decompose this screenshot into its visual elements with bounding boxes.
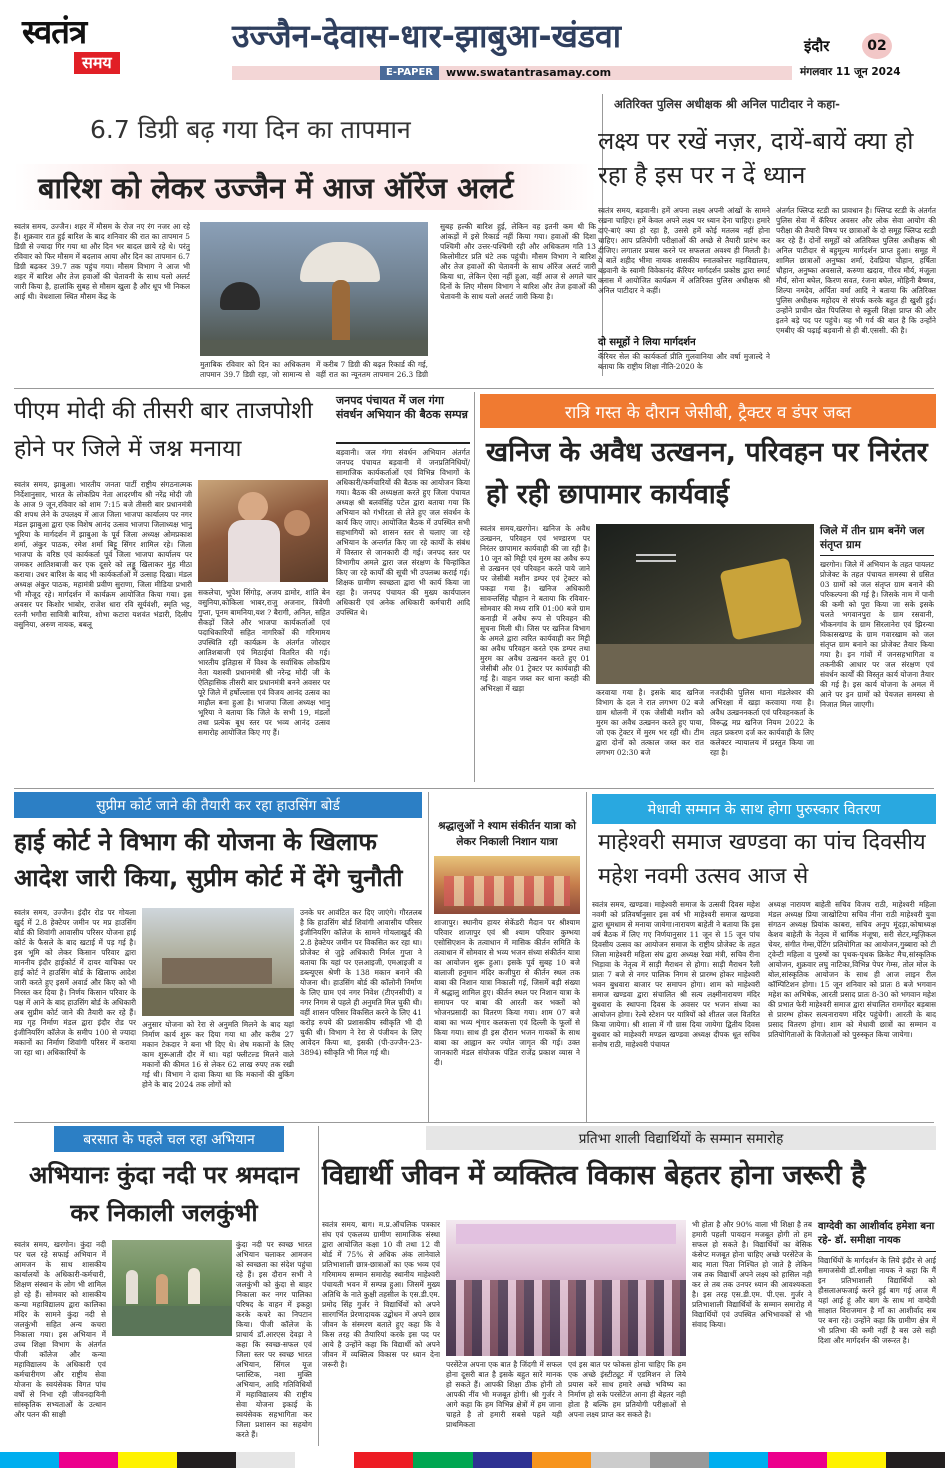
print-color-bar <box>0 1452 945 1468</box>
kunda-banner: बरसात के पहले चल रहा अभियान <box>83 1131 255 1148</box>
color-swatch <box>59 1452 118 1468</box>
mining-col-2: करवाया गया है। इसके बाद खनिज विभाग के दल ने रात लगभग 02 बजे ग्राम धोलनी में एक जेसीबी मशीन को मुरम का अवैध उत्खनन करते हुए पाया, जो एक ट्रेक्टर में मुरम भर रही थी। टीम द्वारा दोनों को तत्काल जब्त कर रात लगभग 02:30 बजे <box>596 688 704 757</box>
students-banner-bar <box>426 1126 936 1150</box>
weather-col-2: मुताबिक रविवार को दिन का अधिकतम तापमान 39.7 डिग्री रहा, जो सामान्य से <box>200 360 310 379</box>
mining-box-title: जिले में तीन ग्राम बनेंगे जल संतृप्त ग्राम <box>820 524 934 556</box>
students-box <box>818 1220 936 1446</box>
mining-col-3: नजदीकी पुलिस थाना मंडलेश्वर की अभिरक्षा में खड़ा करवाया गया है। अवैध उत्खननकर्ता एवं परिवहनकर्ता के विरूद्ध मप्र खनिज नियम 2022 के तहत प्रकरण दर्ज कर कार्यवाही के लिए कलेक्टर न्यायालय में प्रस्तुत किया जा रहा है। <box>710 688 814 757</box>
color-swatch <box>532 1452 591 1468</box>
page-number: 02 <box>862 33 892 59</box>
color-swatch <box>709 1452 768 1468</box>
housing-headline: हाई कोर्ट ने विभाग की योजना के खिलाफ आदेश जारी किया, सुप्रीम कोर्ट में देंगे चुनौती <box>14 828 403 892</box>
weather-headline: बारिश को लेकर उज्जैन में आज ऑरेंज अलर्ट <box>38 171 514 205</box>
mining-kicker: रात्रि गस्त के दौरान जेसीबी, ट्रैक्टर व डंपर जब्त <box>564 402 852 423</box>
students-col-4: भी होता है और 90% वाला भी शिक्षा है तब हमारी पहली पायदान मजबूत होगी तो हम सफल हो सकते है। विद्यार्थियों का बेसिक कंसेप्ट मजबूत होना चाहिए अच्छे परसेंटेज के बाद माता पिता निश्चित हो जाते है लेकिन जब तक विद्यार्थी अपने लक्ष्य को हासिल नही कर ले तब तक उनपर ध्यान की आवश्यकता है। इस तरह एस.डी.एम. पी.एस. गुर्जर ने प्रतिभाशाली विद्यार्थियों के सम्मान समारोह में विद्यार्थियों एवं उपस्थित अभिभावकों से भी संवाद किया। <box>692 1220 812 1329</box>
weather-col-1: स्वतंत्र समय, उज्जैन। शहर में मौसम के रोज नए रंग नजर आ रहे हैं। शुक्रवार रात हुई बारिश के बाद शनिवार की रात का तापमान 5 डिग्री से ज्यादा गिर गया था और दिन भर बादल छाये रहे थे। परंतु रविवार को फिर मौसम में बदलाव आया और दिन का तापमान 6.7 डिग्री बढ़कर 39.7 तक पहुंच गया। मौसम विभाग ने आज भी शहर में बारिश और तेज हवाओं की चेतावनी के साथ यलो अलर्ट जारी किया है, हालांकि सुबह से मौसम खुला है और धूप भी निकल आई थी। वेधशाला स्थित मौसम केंद्र के <box>14 222 190 301</box>
jal-ganga-rule <box>336 442 470 444</box>
masthead <box>0 0 945 88</box>
divider <box>14 1122 934 1123</box>
students-box-body: विद्यार्थियों के मार्गदर्शन के लिये इंदौर से आई समाजसेवी डॉ.समीक्षा नायक ने कहा कि मैं इन प्रतिभाशाली विद्यार्थियों को हौसलाअफजाई करने हुई बाग गई आज मैं यहां आई हूं और बाग के साथ मां वाग्देवी साक्षात विराजमान है माँ का आशीर्वाद सब पर बना रहे। उन्होंने कहा कि ग्रामीण क्षेत्र में भी प्रतिभा की कमी नहीं है बस उसे सही दिशा और मार्गदर्शन की जरूरत है। <box>818 1256 936 1345</box>
weather-col-3: में करीब 7 डिग्री की बढ़त रिकार्ड की गई, वहीं रात का न्यूनतम तापमान 26.3 डिग्री <box>316 360 428 379</box>
weather-col-4: सुबह हल्की बारिश हुई, लेकिन वह इतनी कम थी कि आंकड़ों में इसे रिकार्ड नहीं किया गया। हवाओं की दिशा पश्चिमी और उत्तर-पश्चिमी रही और अधिकतम गति 13 किलोमीटर प्रति घंटे तक पहुंची। मौसम विभाग ने बारिश और तेज हवाओं की चेतावनी के साथ ऑरेंज अलर्ट जारी किया था, लेकिन ऐसा नहीं हुआ, वहीं आज से अगले चार दिनों के लिए मौसम विभाग ने बारिश और तेज हवाओं की चेतावनी के साथ यलो अलर्ट जारी किया है। <box>440 222 596 301</box>
jal-ganga-kicker: जनपद पंचायत में जल गंगा संवर्धन अभियान की बैठक सम्पन्न <box>336 394 468 421</box>
housing-photo <box>142 908 294 1016</box>
housing-banner: सुप्रीम कोर्ट जाने की तैयारी कर रहा हाउसिंग बोर्ड <box>96 797 340 814</box>
color-swatch <box>177 1452 236 1468</box>
divider <box>318 1126 319 1446</box>
housing-col-3: उनके घर आवंटित कर दिए जाएंगे। गौरतलब है कि हाउसिंग बोर्ड शिवांगी आवासीय परिसर इंजीनियरिंग कॉलेज के सामने गोयलाखुर्द की 2.8 हेक्टेयर जमीन पर विकसित कर रहा था। प्रोजेक्ट से जुड़े अधिकारी निर्मल गुप्ता ने बताया कि यहां पर एलआइजी, एमआइजी व डब्ल्यूएस श्रेणी के 138 मकान बनाने की योजना थी। हाउसिंग बोर्ड की कॉलोनी निर्माण के लिए ग्राम एवं नगर निवेश (टीएनसीपी) व नगर निगम से पहले ही अनुमति मिल चुकी थी। वहीं शासन परिसर विकसित करने के लिए 41 करोड़ रुपये की प्रशासकीय स्वीकृति भी दी चुकी थी। विभाग ने रेरा से पंजीयन के लिए आवेदन किया था, इसकी (पी-उज्जैन-23-3894) स्वीकृति भी मिल गई थी। <box>300 908 422 1057</box>
color-swatch <box>354 1452 413 1468</box>
kunda-col-2: कुंदा नदी पर स्वच्छ भारत अभियान चलाकर आमजन को स्वच्छता का संदेश पहुंचा रहे हैं। इस दौरान सभी ने जलकुंभी को कुंदा से बाहर निकाला कर नगर पालिका परिषद के वाहन में इकठ्ठा करके कचरे का निपटान किया। पीजी कॉलेज के प्राचार्य डॉ.आरएस देवड़ा ने कहा कि स्वच्छ-सफल एवं जिला स्तर पर स्वच्छ भारत अभियान, सिंगल यूज प्लास्टिक, नशा मुक्ति अभियान, आदि गतिविधियों में महाविद्यालय की राष्ट्रीय सेवा योजना इकाई के स्वयंसेवक सहभागिता कर जिला प्रशासन का सहयोग करते हैं। <box>236 1240 312 1439</box>
mining-photo <box>596 524 814 684</box>
celebration-col-2: सकलेचा, भूपेश सिंगोड़, अजय डामोर, शांति बेन वसुनिया,कोकिला भाबर,राजु अजनार, त्रिवेणी गुप्ता, पूनम बामनिया,यश ? बैरागी, अनिल, सहित सैकड़ों जिले और भाजपा कार्यकर्ताओं एवं पदाधिकारियों सहित नागरिकों की गरिमामय उपस्थिति रही कार्यक्रम के अंतर्गत जोरदार आतिशबाजी एवं मिठाईयां वितरित की गई। भारतीय इतिहास में विश्व के सर्वाधिक लोकप्रिय नेता यशस्वी प्रधानमंत्री श्री नरेन्द्र मोदी जी के ऐतिहासिक तीसरी बार प्रधानमंत्री बनने अवसर पर पूरे जिले में हर्षोल्लास एवं विजय आनंद उत्सव का माहौल बना हुआ है। भाजपा जिला अध्यक्ष भानु भूरिया ने बताया कि जिले के सभी 19, मंडलों तथा प्रत्येक बूथ स्तर पर भव्य आनंद उत्सव समारोह आयोजित किए गए हैं। <box>198 588 330 737</box>
celebration-col-1: स्वतंत्र समय, झाबुआ। भारतीय जनता पार्टी राष्ट्रीय संगठनात्मक निर्देशानुसार, भारत के लोकप्रिय नेता आदरणीय श्री नरेंद्र मोदी जी के आज 9 जून,रविवार को शाम 7:15 बजे तीसरी बार प्रधानमंत्री की शपथ लेने के उपलक्ष्य में आज जिला भाजपा कार्यालय पर नगर मंडल झाबुआ द्वारा एक विशेष आनंद उत्सव भाजपा जिलाध्यक्ष भानु भूरिया के मार्गदर्शन में झाबुआ के पूर्व जिला अध्यक्ष ओमप्रकाश शर्मा, अंकुर पाठक, रमेश शर्मा बिट्टू सिंगर शामिल रहे। जिला भाजपा के वरिष्ठ एवं कार्यकर्ता पूर्व जिला भाजपा कार्यालय पर जमकर आतिशबाजी कर एक दूसरे को लड्डू खिलाकर मुंह मीठा कराया। उधर बारिश के बाद भी कार्यकर्ताओं में उत्साह दिखा। मंडल अध्यक्ष अंकुर पाठक, महामंत्री प्रवीण सुराणा, जिला मीडिया प्रभारी भी मौजूद रहे। मार्गदर्शन में कार्यक्रम आयोजित किया गया। इस अवसर पर किशोर भाबोर, राजेश धारा रवि सूर्यवंशी, स्मृति भट्ट, रतनी भगौरा सावित्री बारिया, शोभा कटारा यशवंत भंडारी, दिलीप वसुनिया, अरुण नायक, बबलू <box>14 480 192 629</box>
police-col-1b: कॅरियर सेल की कार्यकर्ता प्रीति गुलवानिया और वर्षा मुजाल्दे ने बताया कि राष्ट्रीय शिक्षा नीति-2020 के <box>598 352 770 371</box>
kunda-banner-bar <box>54 1126 284 1152</box>
logo-bottom: समय <box>74 52 120 74</box>
police-subhead: दो समूहों ने लिया मार्गदर्शन <box>598 336 696 351</box>
weather-subhead: 6.7 डिग्री बढ़ गया दिन का तापमान <box>90 115 411 144</box>
kunda-col-2b <box>112 1340 232 1446</box>
sankirtan-kicker: श्रद्धालुओं ने श्याम संकीर्तन यात्रा को लेकर निकाली निशान यात्रा <box>438 820 576 848</box>
students-banner: प्रतिभा शाली विद्यार्थियों के सम्मान समारोह <box>578 1131 784 1147</box>
students-box-title: वाग्देवी का आशीर्वाद हमेशा बना रहे- डॉ. समीक्षा नायक <box>818 1220 936 1252</box>
police-headline: लक्ष्य पर रखें नज़र, दायें-बायें क्या हो रहा है इस पर न दें ध्यान <box>598 127 914 189</box>
divider <box>14 788 934 789</box>
sankirtan-story <box>432 792 580 1120</box>
color-swatch <box>886 1452 945 1468</box>
color-swatch <box>768 1452 827 1468</box>
mining-kicker-bar <box>480 394 936 428</box>
divider <box>14 388 934 389</box>
color-swatch <box>295 1452 354 1468</box>
police-story <box>598 94 936 384</box>
kunda-story <box>14 1126 312 1446</box>
mining-box-body: खरगोन। जिले में अभियान के तहत पायलट प्रोजेक्ट के तहत पंचायत समस्या से ग्रसित 03 ग्रामों को जल संतृप्त ग्राम बनाने की परिकल्पना की गई है। जिसके नाम में पानी की कमी को पूरा किया जा सके इसके चलते भगवानपुरा के ग्राम रसवानी, भीकनगांव के ग्राम सिरलानेरा एवं झिरन्या विकासखण्ड के ग्राम गवारखाम को जल संतृप्त ग्राम बनाने का प्रोजेक्ट तैयार किया गया है। इन गांवों में जनसहभागिता व तकनीकी आधार पर जल संरक्षण एवं संवर्धन कार्यों की विस्तृत कार्य योजना तैयार की गई है। इस कार्य योजना के अमल में आने पर इन ग्रामों को पेयजल समस्या से निजात मिल जाएगी। <box>820 560 934 709</box>
maheshwari-story <box>592 794 936 1120</box>
divider <box>428 792 429 1122</box>
maheshwari-col-2: अध्यक्ष नारायण बाहेती सचिव विजय राठी, माहेश्वरी महिला मंडल अध्यक्ष प्रिया जाखोटिया सचिव नीना राठी माहेश्वरी युवा संगठन अध्यक्ष प्रियांक काबरा, सचिव अनूप मूंदड़ा,कोषाध्यक्ष केशव बाहेती के नेतृत्व में धार्मिक मंजूषा, सरी सेटर,म्यूज़िकल चेयर, संगीत गेम्स,पेंटिंग प्रतियोगिता का आयोजन,गुब्बारा को टी ट्वेन्टी महिला व पुरुषों का पृथक-पृथक क्रिकेट मैच,सांस्कृतिक आयोजन, शुक्रवार लघु नाटिका,विभिन्न पेपर गेम्स, तोल मोल के बोल,सांस्कृतिक आयोजन के साथ ही आज लाइन रील कॉम्पिटिशन होगा। 15 जून शनिवार को प्रातः 8 बजे भगवान महेश का अभिषेक, आरती प्रसाद प्रातः 8-30 को भगवान महेश की प्रभात फेरी माहेश्वरी समाज द्वारा संचालित रामगोंदर बड़बास से प्रारम्भ होकर सत्यनारायण मंदिर पहुंचेगी। आरती के बाद प्रसाद वितरण होगा। शाम को मेधावी छात्रों का सम्मान व प्रतियोगिताओं के विजेताओं को पुरुस्कृत किया जायेगा। <box>768 900 936 1039</box>
city-label: इंदौर <box>804 37 830 55</box>
maheshwari-kicker-bar <box>592 794 936 824</box>
mining-story <box>480 394 936 786</box>
logo-top: स्वतंत्र <box>22 12 87 51</box>
logo[interactable] <box>22 12 140 78</box>
color-swatch <box>413 1452 472 1468</box>
maheshwari-headline: माहेश्वरी समाज खण्डवा का पांच दिवसीय महेश नवमी उत्सव आज से <box>598 830 926 889</box>
housing-col-2: अनुसार योजना को रेरा से अनुमति मिलने के बाद यहां निर्माण कार्य शुरू कर दिया गया था और करीब 27 मकान टेकदार ने बना भी दिए थे। शेष मकानों के लिए काम शुरूआती दौर में था। यहां फ्लीटल्ड मिलने वाले मकानों की कीमत 16 से लेकर 62 लाख रुपए तक रखी गई थी। विभाग ने दावा किया था कि मकानों की बुकिंग होने के बाद 2024 तक लोगों को <box>142 1020 294 1089</box>
police-col-2: अंतर्गत फ्लिप्ड स्टडी का प्रावधान है। फ्लिप्ड स्टडी के अंतर्गत पुलिस सेवा में कॅरियर अवसर और लोक सेवा आयोग की परीक्षा की तैयारी विषय पर छात्राओं के दो समूह फ्लिप्ड स्टडी कर रहे हैं। दोनों समूहों को अतिरिक्त पुलिस अधीक्षक श्री अनिल पाटीदार से बहुमूल्य मार्गदर्शन प्राप्त हुआ। समूह में शामिल छात्राओं अनुष्का शर्मा, देवप्रिया चौहान, हर्षिता चौहान, अनुष्का अवसाले, करुणा खदाव, गौरव मौर्य, मंजूला मौर्य, सोना बघेल, किरण सवत, रंजना बघेल, मोहिनी बैष्णव, शिल्पा नमदेव, अर्पिता वर्मा आदि ने बताया कि अतिरिक्त पुलिस अधीक्षक महोदय से संपर्क करके बहुत ही खुशी हुई। उन्होंने प्राचीन खेत पिपलिया से स्कूली शिक्षा प्राप्त की और इतने बड़े पद पर पहुंचे। यह भी गर्व की बात है कि उन्होंने एमबीए की पढ़ाई बड़वानी से ही बी.एससी. की है। <box>776 206 936 335</box>
mining-headline: खनिज के अवैध उत्खनन, परिवहन पर निरंतर हो रही छापामार कार्यवाई <box>486 437 928 510</box>
students-col-1: स्वतंत्र समय, बाग। म.प्र.ऑचलिक पत्रकार संघ एवं एकलव्य ग्रामीण सामाजिक संस्था द्वारा आयोजित कक्षा 10 वी तथा 12 वी बोर्ड में 75% से अधिक अंक लानेवाले प्रतिभाशाली छात्र-छात्राओं का एक भव्य एवं गरिमामय सम्मान समारोह स्थानीय माहेश्वरी पंचायती भवन में सम्पन्न हुआ। जिसमें मुख्य अतिथि के नाते कुक्षी तहसील के एस.डी.एम. प्रमोद सिंह गुर्जर ने विद्यार्थियों को अपने सारगर्भित प्रेरणादायक उद्बोधन में अपने छात्र जीवन के संस्मरण बताते हुए कहा कि वे किस तरह की तैयारियां करके इस पद पर आये है उन्होंने कहा कि विद्यार्थी को अपने जीवन में व्यक्तित्व विकास पर ध्यान देना जरूरी है। <box>322 1220 440 1369</box>
celebration-photo <box>198 480 328 582</box>
weather-story <box>14 94 596 379</box>
maheshwari-kicker: मेधावी सम्मान के साथ होगा पुरुस्कार वितरण <box>647 802 881 818</box>
epaper-label: E-PAPER <box>380 66 439 80</box>
kunda-headline: अभियानः कुंदा नदी पर श्रमदान कर निकाली जलकुंभी <box>29 1161 299 1227</box>
housing-banner-bar <box>14 792 422 818</box>
mining-box <box>820 524 934 786</box>
jal-ganga-body: बड़वानी। जल गंगा संवर्धन अभियान अंतर्गत जनपद पंचायत बड़वानी में जनप्रतिनिधियों/सामाजिक कार्यकर्ताओं एवं विभिन्न विभागों के अधिकारी/कर्मचारियों की बैठक का आयोजन किया गया। बैठक की अध्यक्षता करते हुए जिला पंचायत अध्यक्ष श्री बलवंसिंह पटेल द्वारा बताया गया कि अभियान को गंभीरता से लेते हुए जल संवर्धन के कार्य किए जाए। आयोजित बैठक में उपस्थित सभी सहभागियों को शासन स्तर से चलाए जा रहे अभियान के अन्तर्गत किए जा रहे कार्यों के संबंध में विस्तार से जानकारी दी गई। जनपद स्तर पर विभागीय अमले द्वारा जल संरक्षण के चिन्हांकित किए जा रहे कार्यों की सूची भी उपलब्ध कराई गई। शिक्षक ग्रामीण स्वच्छता द्वारा भी कार्य किया जा रहा है। जनपद पंचायत की मुख्य कार्यपालन अधिकारी एवं अनेक अधिकारी कर्मचारी आदि उपस्थित थे। <box>336 448 470 617</box>
mining-col-1: स्वतंत्र समय,खरगोन। खनिज के अवैध उत्खनन, परिवहन एवं भण्डारण पर निरंतर छापामार कार्यवाही की जा रही है। 10 जून को मिट्टी एवं मुरम का अवैध रूप से उत्खनन एवं परिवहन करते पाये जाने पर जेसीबी मशीन डम्पर एवं ट्रेक्टर को पकड़ा गया है। खनिज अधिकारी सावन्तसिंह चौहान ने बताया कि रविवार-सोमवार की मध्य रात्रि 01:00 बजे ग्राम कनाड़ी में अवैध रूप से परिवहन की सूचना मिली थी। जिस पर खनिज विभाग के अमले द्वारा त्वरित कार्यवाही कर मिट्टी का अवैध परिवहन करते एक डम्पर तथा मुरम का अवैध उत्खनन करते हुए 01 जेसीबी और 01 ट्रेक्टर पर कार्यवाही की गई है। वाहन जब्त कर थाना करही की अभिरक्षा में खड़ा <box>480 524 590 693</box>
students-story <box>322 1126 936 1446</box>
color-swatch <box>650 1452 709 1468</box>
kunda-col-1: स्वतंत्र समय, खरगोन। कुंदा नदी पर चल रहे सफाई अभियान में आमजन के साथ शासकीय कार्यालयों के अधिकारी-कर्मचारी, शिक्षण संस्थान के लोग भी शामिल हो रहे हैं। सोमवार को शासकीय कन्या महाविद्यालय द्वारा कालिका मंदिर के सामने कुंदा नदी से जलकुंभी सहित अन्य कचरा निकाला गया। इस अभियान में उच्च शिक्षा विभाग के अंतर्गत पीजी कॉलेज और कन्या महाविद्यालय के अधिकारी एवं कर्मचारीगण और राष्ट्रीय सेवा योजना के स्वयंसेवक विगत पांच वर्षों से निभा रही जीवनदायिनी सांस्कृतिक सभ्यताओं के उत्थान और पतन की साक्षी <box>14 1240 106 1419</box>
color-swatch <box>473 1452 532 1468</box>
color-swatch <box>0 1452 59 1468</box>
maheshwari-col-1: स्वतंत्र समय, खण्डवा। माहेश्वरी समाज के उत्सवी दिवस महेश नवमी को प्रतिवर्षानुसार इस वर्ष भी माहेश्वरी समाज खण्डवा द्वारा धूमधाम से मनाया जायेगा।नारायण बाहेती ने बताया कि इस वर्ष बैठक में लिए गए निर्णयानुसार 11 जून से 15 जून पांच दिवसीय उत्सव का आयोजन समाज के राष्ट्रीय प्रोजेक्ट के तहत जिला माहेश्वरी महिला संघ द्वारा अध्यक्ष रेखा मंत्री, सचिव रीना भिड़ावा के नेतृत्व में साड़ी मैराथन से होगा। साड़ी मैराथन रैली प्रातः 7 बजे से नगर पालिक निगम से प्रारम्भ होकर माहेश्वरी भवन बुधवारा बाजार पर समापन होगा। शाम को माहेश्वरी समाज खण्डवा द्वारा संचालित श्री सत्य लक्ष्मीनारायण मंदिर बुधवारा के स्थापना दिवस के अवसर पर भजन संध्या का आयोजन होगा। रेल्वे स्टेशन पर यात्रियों को शीतल जल वितरित किया जायेगा। श्री शाला में गौ ग्रास दिया जायेगा द्वितीय दिवस बुधवार को माहेश्वरी मण्डल खण्डवा अध्यक्ष दीपक धूत सचिव सनोष राठी, माहेश्वरी पंचायत <box>592 900 760 1049</box>
police-kicker: अतिरिक्त पुलिस अधीक्षक श्री अनिल पाटीदार ने कहा- <box>614 97 840 111</box>
divider <box>586 792 587 1122</box>
color-swatch <box>236 1452 295 1468</box>
housing-story <box>14 792 422 1120</box>
students-col-2: परसेंटेज अपना एक बात है जिंदगी में सफल होना दूसरी बात है इसके बहुत सारे मानक हो सकते हैं। आपकी शिक्षा ठीक होनी तो आपकी नींव भी मजबूत होगी। श्री गुर्जर ने आगे कहा कि हम विभिन्न क्षेत्रों में हम जाना चाहते है तो हमारी सबसे पहले यही प्राथमिकता <box>446 1360 562 1429</box>
students-photo <box>446 1220 686 1356</box>
students-col-3: एवं इस बात पर फोकस होना चाहिए कि हम एक अच्छे इंस्टीट्यूट में एडमिशन ले लिये प्रयास करें साथ हमारे अच्छे भविष्य का निर्माण हो सके परसेंटेज आना ही बेहतर नही होता है बल्कि हम प्रतियोगी परीक्षाओं से अपना लक्ष्य प्राप्त कर सकते है। <box>568 1360 686 1419</box>
kunda-photo <box>112 1240 232 1336</box>
students-headline: विद्यार्थी जीवन में व्यक्तित्व विकास बेहतर होना जरूरी है <box>322 1160 866 1191</box>
housing-col-1: स्वतंत्र समय, उज्जैन। इंदौर रोड पर गोयला खुर्द में 2.8 हेक्टेयर जमीन पर मप्र हाउसिंग बोर्ड की शिवांगी आवासीय परिसर योजना हाई कोर्ट के फैसले के बाद खटाई में पड़ गई है। इस भूमि को लेकर किसान परिवार द्वारा माननीय इंदौर हाईकोर्ट में दायर याचिका पर हाई कोर्ट ने हाउसिंग बोर्ड के खिलाफ आदेश जारी करते हुए इसमें अवार्ड और किए को भी निरस्त कर दिया है। निर्णय किसान परिवार के पक्ष में आने के बाद हाउसिंग बोर्ड के अधिकारी अब सुप्रीम कोर्ट जाने की तैयारी कर रहे हैं। मप्र गृह निर्माण मंडल द्वारा इंदौर रोड पर इंजीनियरिंग कॉलेज के समीप 100 से ज्यादा मकानों का निर्माण शिवांगी परिसर में कराया जा रहा था। अधिकारियों के <box>14 908 136 1057</box>
celebration-headline: पीएम मोदी की तीसरी बार ताजपोशी होने पर जिले में जश्न मनाया <box>14 398 313 462</box>
jal-ganga-story <box>336 394 470 784</box>
edition-title: उज्जैन-देवास-धार-झाबुआ-खंडवा <box>232 17 622 55</box>
color-swatch <box>118 1452 177 1468</box>
police-col-1: स्वतंत्र समय, बड़वानी। हमें अपना लक्ष्य अपनी आंखों के सामने रखना चाहिए। हमें केवल अपने लक्ष्य पर ध्यान देना चाहिए। हमारे दाएं-बाएं क्या हो रहा है, उससे हमें कोई मतलब नहीं होना चाहिए। आप प्रतियोगी परीक्षाओं की अच्छे से तैयारी प्रारंभ कर दीजिए। लगातार प्रयास करने पर सफलता अवश्य ही मिलती है। ये बातें शहीद भीमा नायक शासकीय स्नातकोत्तर महाविद्यालय, बड़वानी के स्वामी विवेकानंद कॅरियर मार्गदर्शन प्रकोष्ठ द्वारा स्मार्ट क्लास में आयोजित कार्यक्रम में अतिरिक्त पुलिस अधीक्षक श्री अनिल पाटीदार ने कहीं। <box>598 206 770 295</box>
sankirtan-photo <box>434 856 580 914</box>
divider <box>474 392 475 782</box>
color-swatch <box>591 1452 650 1468</box>
sankirtan-body: शाजापुर। स्थानीय हायर सेकेंडरी मैदान पर श्रीश्याम परिवार शाजापुर एवं श्री श्याम परिवार कुम्भया एसोसिएशन के तत्वाधान में मासिक कीर्तन समिति के तत्वाधान में सोमवार से भव्य भजन संध्या संकीर्तन यात्रा का आयोजन शुरू हुआ। इसके पूर्व सुबह 10 बजे बालाजी हनुमान मंदिर कजीपुरा से कीर्तन स्थल तक बाबा की निशान यात्रा निकाली गई, जिसमें बड़ी संख्या में श्रद्धालु शामिल हुए। कीर्तन स्थल पर निशान यात्रा के समापन पर बाबा की आरती कर भक्तों को भोजनप्रसादी का वितरण किया गया। शाम 07 बजे बाबा का भव्य शृंगार कलकत्ता एवं दिल्ली के फूलों से किया गया। साथ ही इस दौरान भजन गायकों के साथ बाबा का आह्वान कर ज्योत जागृत की गई। उक्त जानकारी मंडल संयोजक पंडित राजेंद्र प्रकाश व्यास ने दी। <box>434 918 580 1067</box>
issue-date: मंगलवार 11 जून 2024 <box>800 66 901 78</box>
rain-photo <box>200 222 428 356</box>
color-swatch <box>827 1452 886 1468</box>
celebration-story <box>14 392 330 782</box>
website-link[interactable]: www.swatantrasamay.com <box>446 66 612 79</box>
